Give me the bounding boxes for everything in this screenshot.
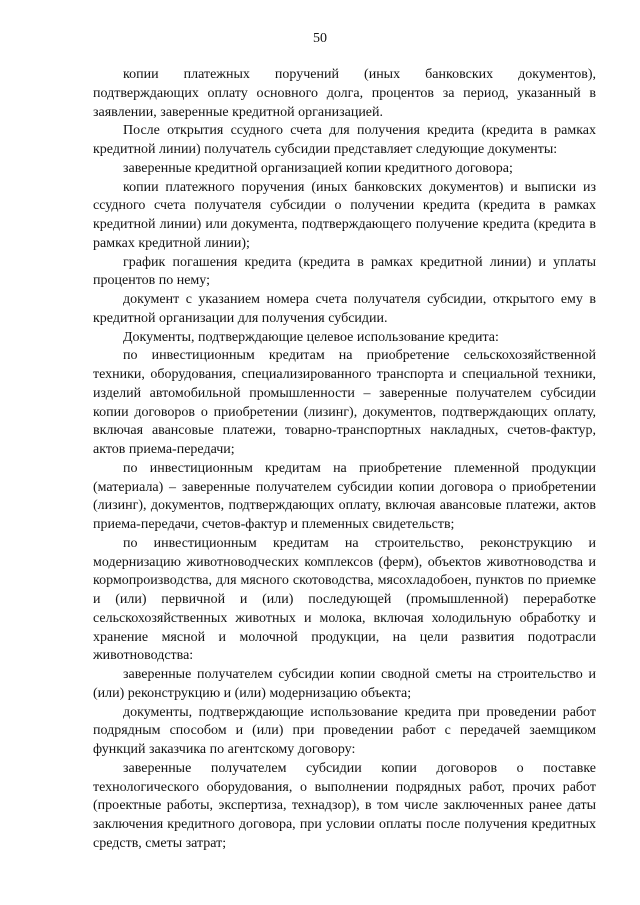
paragraph: После открытия ссудного счета для получения кредита (кредита в рамках кредитной линии) получатель субсидии представляет следующие документы: [93, 123, 596, 157]
paragraph: Документы, подтверждающие целевое использование кредита: [123, 329, 499, 345]
paragraph: копии платежного поручения (иных банковских документов) и выписки из ссудного счета получателя субсидии о получении кредита (кредита в рамках кредитной линии) или документа, подтверждающего получение кредита (кредита в рамках кредитной линии); [93, 179, 596, 251]
paragraph: копии платежных поручений (иных банковских документов), подтверждающих оплату основного долга, процентов за период, указанный в заявлении, заверенные кредитной организацией. [93, 67, 596, 120]
paragraph: заверенные получателем субсидии копии сводной сметы на строительство и (или) реконструкцию и (или) модернизацию объекта; [93, 667, 596, 701]
paragraph: по инвестиционным кредитам на приобретение племенной продукции (материала) – заверенные получателем субсидии копии договора о приобретении (лизинг), документов, подтверждающих оплату, включая авансовые платежи, актов приема-передачи, счетов-фактур и племенных свидетельств; [93, 460, 596, 532]
paragraph: заверенные получателем субсидии копии договоров о поставке технологического оборудования, о выполнении подрядных работ, прочих работ (проектные работы, экспертиза, технадзор), в том числе заключенных ранее даты заключения кредитного договора, при условии оплаты после получения кредитных средств, сметы затрат; [93, 760, 596, 851]
paragraph: заверенные кредитной организацией копии кредитного договора; [123, 160, 513, 176]
document-body [93, 66, 596, 854]
paragraph: документы, подтверждающие использование кредита при проведении работ подрядным способом и (или) при проведении работ с передачей заемщиком функций заказчика по агентскому договору: [93, 704, 596, 757]
paragraph: по инвестиционным кредитам на строительство, реконструкцию и модернизацию животноводческих комплексов (ферм), объектов животноводства и кормопроизводства, для мясного скотоводства, мясохладобоен, пунктов по приемке и (или) первичной и (или) последующей (промышленной) переработке сельскохозяйственных животных и молока, включая холодильную обработку и хранение мясной и молочной продукции, на цели развития подотрасли животноводства: [93, 535, 596, 664]
paragraph: документ с указанием номера счета получателя субсидии, открытого ему в кредитной организации для получения субсидии. [93, 292, 596, 326]
page-number: 50 [313, 31, 327, 46]
paragraph: график погашения кредита (кредита в рамках кредитной линии) и уплаты процентов по нему; [93, 254, 596, 289]
paragraph: по инвестиционным кредитам на приобретение сельскохозяйственной техники, оборудования, специализированного транспорта и специальной техники, изделий автомобильной промышленности – заверенные получателем субсидии копии договоров о приобретении (лизинг), документов, подтверждающих оплату, включая авансовые платежи, товарно-транспортных накладных, счетов-фактур, актов приема-передачи; [93, 348, 596, 457]
